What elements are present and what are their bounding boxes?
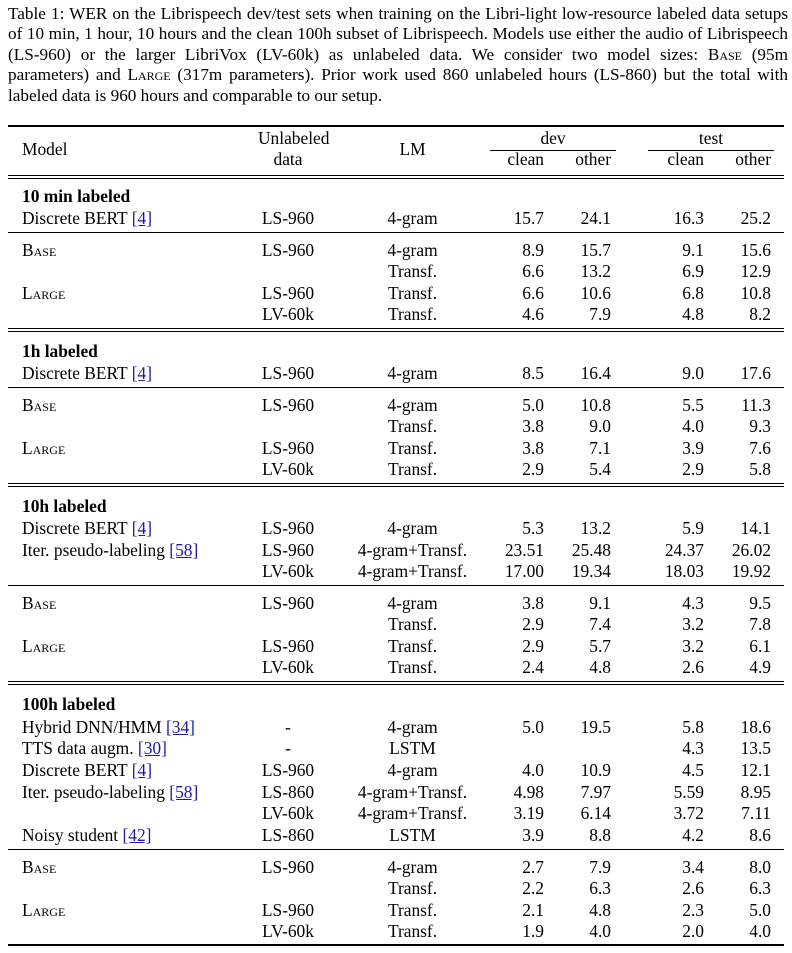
lm-cell: Transf.	[387, 921, 438, 941]
test-other-cell: 19.92	[731, 561, 771, 581]
dev-other-cell: 4.8	[589, 657, 611, 677]
citation-link[interactable]: [4]	[131, 208, 152, 228]
lm-cell: Transf.	[387, 438, 438, 458]
model-name: Base	[22, 240, 57, 260]
dev-clean-cell: 3.8	[522, 416, 544, 436]
group-title-10h: 10h labeled	[22, 496, 107, 516]
test-other-cell: 8.2	[749, 304, 771, 324]
test-clean-cell: 24.37	[664, 540, 704, 560]
dev-other-cell: 5.4	[589, 459, 611, 479]
model-name: Noisy student	[22, 825, 123, 845]
dev-other-cell: 7.9	[589, 304, 611, 324]
test-other-cell: 14.1	[740, 518, 771, 538]
dev-other-cell: 10.8	[580, 395, 611, 415]
unlabeled-data-cell: LS-960	[261, 438, 315, 458]
lm-cell: Transf.	[387, 614, 438, 634]
test-other-cell: 6.1	[749, 636, 771, 656]
model-cell	[22, 900, 65, 920]
dev-clean-cell: 15.7	[513, 208, 544, 228]
test-clean-cell: 5.59	[673, 782, 704, 802]
group-title-100h: 100h labeled	[22, 694, 116, 714]
test-other-cell: 6.3	[749, 878, 771, 898]
test-clean-cell: 5.8	[682, 717, 704, 737]
dev-clean-cell: 2.9	[522, 614, 544, 634]
model-cell	[22, 540, 198, 560]
dev-other-cell: 4.0	[589, 921, 611, 941]
lm-cell: Transf.	[387, 636, 438, 656]
dev-other-cell: 10.9	[580, 760, 611, 780]
dev-clean-cell: 4.0	[522, 760, 544, 780]
unlabeled-data-cell: -	[285, 738, 291, 758]
model-cell	[22, 363, 152, 383]
model-cell	[22, 738, 167, 758]
lm-cell: LSTM	[389, 825, 436, 845]
test-other-cell: 17.6	[740, 363, 771, 383]
dev-clean-cell: 2.7	[522, 857, 544, 877]
lm-cell: 4-gram	[387, 518, 438, 538]
test-clean-cell: 3.72	[673, 803, 704, 823]
separator	[8, 585, 784, 586]
model-cell	[22, 857, 56, 877]
header-test: test	[698, 128, 724, 148]
citation-link[interactable]: [4]	[131, 518, 152, 538]
lm-cell: 4-gram	[387, 593, 438, 613]
test-clean-cell: 4.0	[682, 416, 704, 436]
unlabeled-data-cell: -	[285, 717, 291, 737]
model-cell	[22, 593, 56, 613]
model-cell	[22, 208, 152, 228]
test-clean-cell: 6.8	[682, 283, 704, 303]
dev-other-cell: 15.7	[580, 240, 611, 260]
lm-cell: 4-gram+Transf.	[357, 540, 468, 560]
model-name: Base	[22, 395, 57, 415]
separator	[8, 328, 784, 329]
dev-other-cell: 9.0	[589, 416, 611, 436]
test-clean-cell: 2.6	[682, 878, 704, 898]
test-clean-cell: 5.5	[682, 395, 704, 415]
lm-cell: 4-gram	[387, 857, 438, 877]
test-clean-cell: 2.9	[682, 459, 704, 479]
lm-cell: 4-gram+Transf.	[357, 782, 468, 802]
unlabeled-data-cell: LS-960	[261, 363, 315, 383]
lm-cell: Transf.	[387, 283, 438, 303]
dev-other-cell: 16.4	[580, 363, 611, 383]
test-clean-cell: 4.3	[682, 738, 704, 758]
dev-clean-cell: 2.9	[522, 459, 544, 479]
dev-clean-cell: 4.98	[513, 782, 544, 802]
test-other-cell: 12.1	[740, 760, 771, 780]
dev-clean-cell: 5.3	[522, 518, 544, 538]
model-name: Discrete BERT	[22, 760, 132, 780]
test-clean-cell: 3.4	[682, 857, 704, 877]
test-clean-cell: 3.9	[682, 438, 704, 458]
lm-cell: 4-gram	[387, 717, 438, 737]
test-clean-cell: 6.9	[682, 261, 704, 281]
test-clean-cell: 2.0	[682, 921, 704, 941]
unlabeled-data-cell: LS-860	[261, 782, 315, 802]
model-name: Iter. pseudo-labeling	[22, 782, 170, 802]
lm-cell: Transf.	[387, 900, 438, 920]
dev-clean-cell: 2.4	[522, 657, 544, 677]
caption-text-2: (95m parameters) and	[8, 44, 788, 85]
separator	[8, 387, 784, 388]
test-other-cell: 5.0	[749, 900, 771, 920]
separator	[8, 483, 784, 484]
model-name: Large	[22, 636, 66, 656]
dev-other-cell: 5.7	[589, 636, 611, 656]
lm-cell: LSTM	[389, 738, 436, 758]
header-dev: dev	[540, 128, 566, 148]
unlabeled-data-cell: LV-60k	[262, 561, 314, 581]
test-other-cell: 4.0	[749, 921, 771, 941]
test-other-cell: 8.6	[749, 825, 771, 845]
lm-cell: 4-gram+Transf.	[357, 561, 468, 581]
model-cell	[22, 782, 198, 802]
test-other-cell: 7.6	[749, 438, 771, 458]
header-dev-other: other	[575, 149, 611, 169]
dev-clean-cell: 8.5	[522, 363, 544, 383]
test-clean-cell: 18.03	[664, 561, 704, 581]
test-clean-cell: 3.2	[682, 636, 704, 656]
unlabeled-data-cell: LV-60k	[262, 803, 314, 823]
dev-clean-cell: 6.6	[522, 261, 544, 281]
test-other-cell: 26.02	[731, 540, 771, 560]
unlabeled-data-cell: LS-960	[261, 636, 315, 656]
unlabeled-data-cell: LV-60k	[262, 459, 314, 479]
dev-clean-cell: 6.6	[522, 283, 544, 303]
test-other-cell: 12.9	[740, 261, 771, 281]
test-other-cell: 25.2	[740, 208, 771, 228]
dev-clean-cell: 4.6	[522, 304, 544, 324]
header-rule-b	[8, 178, 784, 179]
unlabeled-data-cell: LS-960	[261, 283, 315, 303]
model-name: Large	[22, 283, 66, 303]
test-other-cell: 13.5	[740, 738, 771, 758]
caption-text-3: (317m parameters). Prior work used 860 unlabeled hours (LS-860) but the total with labeled data is 960 hours and comparable to our setup.	[8, 65, 788, 105]
test-clean-cell: 3.2	[682, 614, 704, 634]
lm-cell: 4-gram	[387, 208, 438, 228]
test-other-cell: 10.8	[740, 283, 771, 303]
dev-other-cell: 7.97	[580, 782, 611, 802]
lm-cell: Transf.	[387, 878, 438, 898]
group-title-10min: 10 min labeled	[22, 186, 131, 206]
test-other-cell: 9.3	[749, 416, 771, 436]
caption-large: Large	[127, 65, 171, 85]
lm-cell: Transf.	[387, 261, 438, 281]
model-cell	[22, 395, 56, 415]
model-name: Large	[22, 900, 66, 920]
test-other-cell: 4.9	[749, 657, 771, 677]
model-name: Iter. pseudo-labeling	[22, 540, 170, 560]
test-other-cell: 5.8	[749, 459, 771, 479]
separator	[8, 331, 784, 332]
group-title-1h: 1h labeled	[22, 341, 98, 361]
dev-clean-cell: 2.9	[522, 636, 544, 656]
unlabeled-data-cell: LS-960	[261, 240, 315, 260]
separator	[8, 486, 784, 487]
model-name: Discrete BERT	[22, 518, 132, 538]
citation-link[interactable]: [4]	[131, 760, 152, 780]
dev-clean-cell: 3.8	[522, 593, 544, 613]
dev-other-cell: 19.34	[571, 561, 611, 581]
bottom-rule	[8, 944, 784, 946]
citation-link[interactable]: [58]	[169, 540, 199, 560]
model-name: Base	[22, 857, 57, 877]
lm-cell: Transf.	[387, 459, 438, 479]
lm-cell: 4-gram+Transf.	[357, 803, 468, 823]
dev-clean-cell: 3.9	[522, 825, 544, 845]
dev-other-cell: 6.3	[589, 878, 611, 898]
dev-clean-cell: 17.00	[504, 561, 544, 581]
lm-cell: 4-gram	[387, 760, 438, 780]
lm-cell: 4-gram	[387, 395, 438, 415]
test-clean-cell: 9.0	[682, 363, 704, 383]
dev-other-cell: 13.2	[580, 518, 611, 538]
dev-clean-cell: 1.9	[522, 921, 544, 941]
citation-link[interactable]: [42]	[122, 825, 152, 845]
model-cell	[22, 717, 195, 737]
model-name: Large	[22, 438, 66, 458]
unlabeled-data-cell: LV-60k	[262, 921, 314, 941]
dev-other-cell: 6.14	[580, 803, 611, 823]
header-test-clean: clean	[667, 149, 704, 169]
dev-clean-cell: 5.0	[522, 395, 544, 415]
header-lm: LM	[399, 139, 426, 159]
dev-other-cell: 8.8	[589, 825, 611, 845]
test-clean-cell: 2.6	[682, 657, 704, 677]
test-other-cell: 11.3	[741, 395, 771, 415]
dev-clean-cell: 2.1	[522, 900, 544, 920]
lm-cell: Transf.	[387, 416, 438, 436]
test-other-cell: 8.95	[740, 782, 771, 802]
lm-cell: Transf.	[387, 657, 438, 677]
separator	[8, 684, 784, 685]
dev-other-cell: 7.1	[589, 438, 611, 458]
test-clean-cell: 9.1	[682, 240, 704, 260]
test-clean-cell: 16.3	[673, 208, 704, 228]
citation-link[interactable]: [30]	[137, 738, 167, 758]
test-clean-cell: 4.3	[682, 593, 704, 613]
dev-clean-cell: 23.51	[504, 540, 544, 560]
header-unlabeled-2: data	[273, 149, 303, 169]
lm-cell: 4-gram	[387, 363, 438, 383]
test-clean-cell: 4.2	[682, 825, 704, 845]
separator	[8, 232, 784, 233]
header-dev-clean: clean	[507, 149, 544, 169]
model-cell	[22, 518, 152, 538]
header-model: Model	[22, 139, 68, 159]
test-other-cell: 8.0	[749, 857, 771, 877]
model-name: Hybrid DNN/HMM	[22, 717, 166, 737]
dev-other-cell: 19.5	[580, 717, 611, 737]
test-clean-cell: 4.5	[682, 760, 704, 780]
test-clean-cell: 2.3	[682, 900, 704, 920]
unlabeled-data-cell: LS-960	[261, 760, 315, 780]
model-cell	[22, 636, 65, 656]
caption-base: Base	[707, 44, 742, 64]
model-cell	[22, 825, 151, 845]
unlabeled-data-cell: LS-960	[261, 208, 315, 228]
dev-other-cell: 7.4	[589, 614, 611, 634]
header-rule-a	[8, 175, 784, 176]
dev-other-cell: 25.48	[571, 540, 611, 560]
model-cell	[22, 283, 65, 303]
separator	[8, 849, 784, 850]
unlabeled-data-cell: LS-860	[261, 825, 315, 845]
top-rule	[8, 125, 784, 127]
test-other-cell: 18.6	[740, 717, 771, 737]
separator	[8, 681, 784, 682]
model-name: TTS data augm.	[22, 738, 138, 758]
model-name: Base	[22, 593, 57, 613]
test-clean-cell: 5.9	[682, 518, 704, 538]
unlabeled-data-cell: LS-960	[261, 593, 315, 613]
unlabeled-data-cell: LV-60k	[262, 657, 314, 677]
dev-clean-cell: 5.0	[522, 717, 544, 737]
model-cell	[22, 438, 65, 458]
caption-label: Table 1:	[8, 4, 65, 23]
model-name: Discrete BERT	[22, 363, 132, 383]
lm-cell: 4-gram	[387, 240, 438, 260]
test-other-cell: 15.6	[740, 240, 771, 260]
unlabeled-data-cell: LS-960	[261, 857, 315, 877]
dev-clean-cell: 3.8	[522, 438, 544, 458]
citation-link[interactable]: [4]	[131, 363, 152, 383]
citation-link[interactable]: [34]	[165, 717, 195, 737]
lm-cell: Transf.	[387, 304, 438, 324]
dev-other-cell: 4.8	[589, 900, 611, 920]
header-unlabeled-1: Unlabeled	[258, 128, 330, 148]
test-clean-cell: 4.8	[682, 304, 704, 324]
test-other-cell: 7.8	[749, 614, 771, 634]
dev-other-cell: 7.9	[589, 857, 611, 877]
unlabeled-data-cell: LS-960	[261, 518, 315, 538]
dev-clean-cell: 2.2	[522, 878, 544, 898]
model-cell	[22, 760, 152, 780]
caption-text-1: WER on the Librispeech dev/test sets when training on the Libri-light low-resource labeled data setups of 10 min, 1 hour, 10 hours and the clean 100h subset of Librispeech. Models use either the audio of Librispeech (LS-960) or the larger LibriVox (LV-60k) as unlabeled data. We consider two model sizes:	[8, 4, 789, 64]
unlabeled-data-cell: LV-60k	[262, 304, 314, 324]
dev-other-cell: 13.2	[580, 261, 611, 281]
citation-link[interactable]: [58]	[169, 782, 199, 802]
dev-other-cell: 10.6	[580, 283, 611, 303]
dev-clean-cell: 8.9	[522, 240, 544, 260]
model-name: Discrete BERT	[22, 208, 132, 228]
dev-other-cell: 9.1	[589, 593, 611, 613]
dev-clean-cell: 3.19	[513, 803, 544, 823]
unlabeled-data-cell: LS-960	[261, 395, 315, 415]
unlabeled-data-cell: LS-960	[261, 540, 315, 560]
dev-other-cell: 24.1	[580, 208, 611, 228]
model-cell	[22, 240, 56, 260]
test-other-cell: 7.11	[741, 803, 771, 823]
unlabeled-data-cell: LS-960	[261, 900, 315, 920]
header-test-other: other	[735, 149, 771, 169]
test-other-cell: 9.5	[749, 593, 771, 613]
